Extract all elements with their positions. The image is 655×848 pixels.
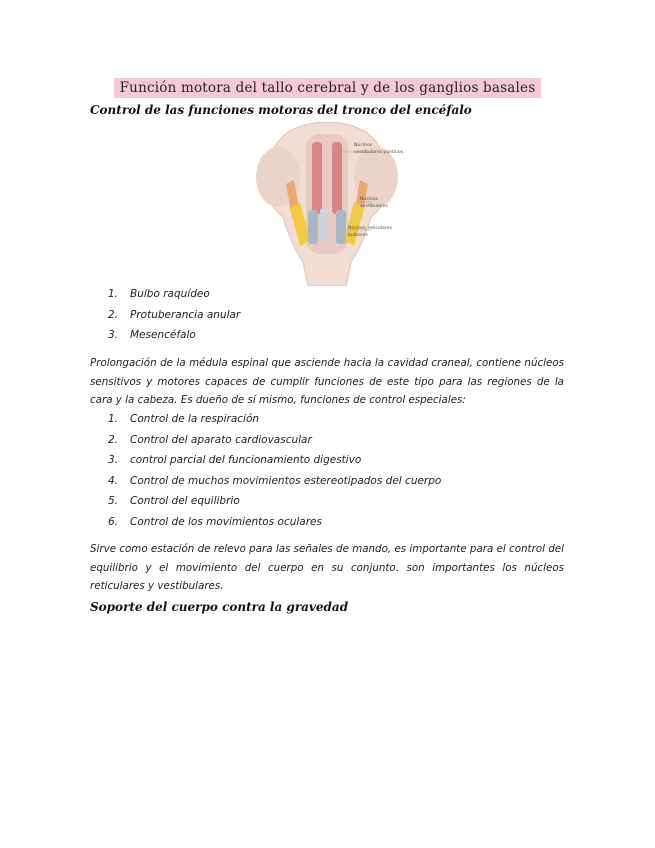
list-item: 2. Control del aparato cardiovascular [108, 433, 312, 446]
figure-label-1b: vestibulares pontinos [354, 150, 404, 155]
list-item: 1. Control de la respiración [108, 413, 260, 425]
figure-label-2b: vestibulares [360, 204, 388, 209]
list-control-functions [108, 409, 441, 532]
brainstem-figure [248, 122, 406, 286]
paragraph-intro: Prolongación de la médula espinal que asciende hacia la cavidad craneal, contiene núcleos sensitivos y motores capaces de cumplir funciones de este tipo para las regiones de la cara y la cabeza. Es dueño de sí mismo, funciones de control especiales: [90, 357, 564, 406]
brainstem-illustration [248, 122, 406, 286]
list-item: 3. Mesencéfalo [108, 329, 196, 341]
paragraph-relay: Sirve como estación de relevo para las señales de mando, es importante para el control del equilibrio y el movimiento del cuerpo en su conjunto. son importantes los núcleos reticulares y vestibulares. [90, 543, 564, 592]
figure-label-1: Núcleos [354, 143, 373, 148]
list-item: 2. Protuberancia anular [108, 308, 241, 321]
page-title: Función motora del tallo cerebral y de los ganglios basales [114, 78, 542, 98]
figure-label-3b: bulbares [348, 233, 368, 238]
list-item: 5. Control del equilibrio [108, 495, 240, 507]
figure-label-2: Núcleos [360, 197, 379, 202]
section-heading-gravity: Soporte del cuerpo contra la gravedad [90, 600, 349, 614]
list-item: 3. control parcial del funcionamiento digestivo [108, 454, 362, 466]
list-item: 6. Control de los movimientos oculares [108, 515, 322, 528]
list-item: 4. Control de muchos movimientos estereotipados del cuerpo [108, 474, 442, 487]
list-brainstem-parts [108, 284, 240, 346]
figure-label-3: Núcleos reticulares [348, 226, 392, 231]
title-wrap [0, 77, 655, 98]
list-item: 1. Bulbo raquídeo [108, 288, 210, 300]
section-heading-control: Control de las funciones motoras del tronco del encéfalo [90, 103, 472, 117]
